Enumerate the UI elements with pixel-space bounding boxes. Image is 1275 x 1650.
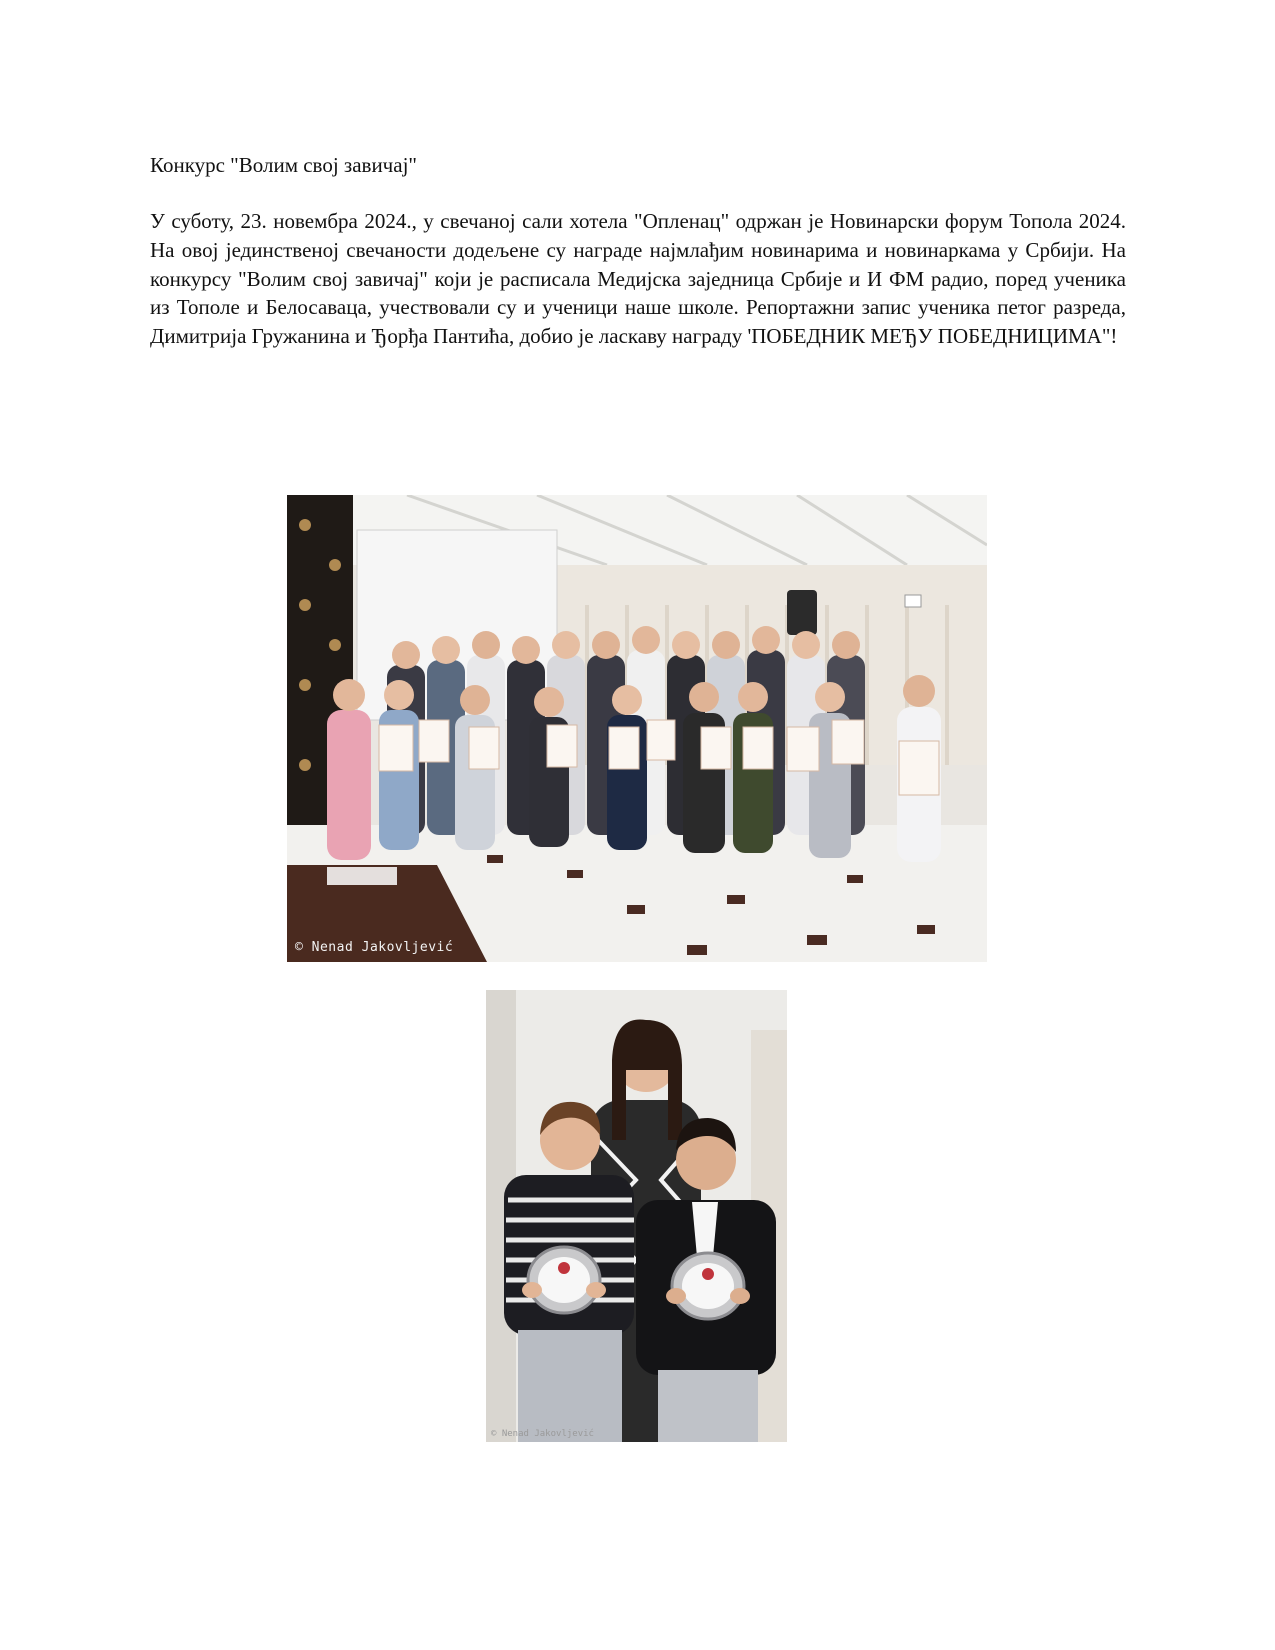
group-photo-illustration [287,495,987,962]
photo-credit: © Nenad Jakovljević [295,940,454,955]
winners-photo [486,990,787,1442]
group-photo [287,495,987,962]
document-title: Конкурс "Волим свој завичај" [150,153,417,177]
photo-credit: © Nenad Jakovljević [491,1429,594,1439]
winners-photo-illustration [486,990,787,1442]
document-paragraph: У суботу, 23. новембра 2024., у свечаној сали хотела "Опленац" одржан је Новинарски форум Топола 2024. На овој јединственој свечаности додељене су награде најмлађим новинарима и новинаркама у Србији. На конкурсу "Волим свој завичај" који је расписала Медијска заједница Србије и И ФМ радио, поред ученика из Тополе и Белосаваца, учествовали су и ученици наше школе. Репортажни запис ученика петог разреда, Димитрија Гружанина и Ђорђа Пантића, добио је ласкаву награду 'ПОБЕДНИК МЕЂУ ПОБЕДНИЦИМА"! [150,209,1126,349]
